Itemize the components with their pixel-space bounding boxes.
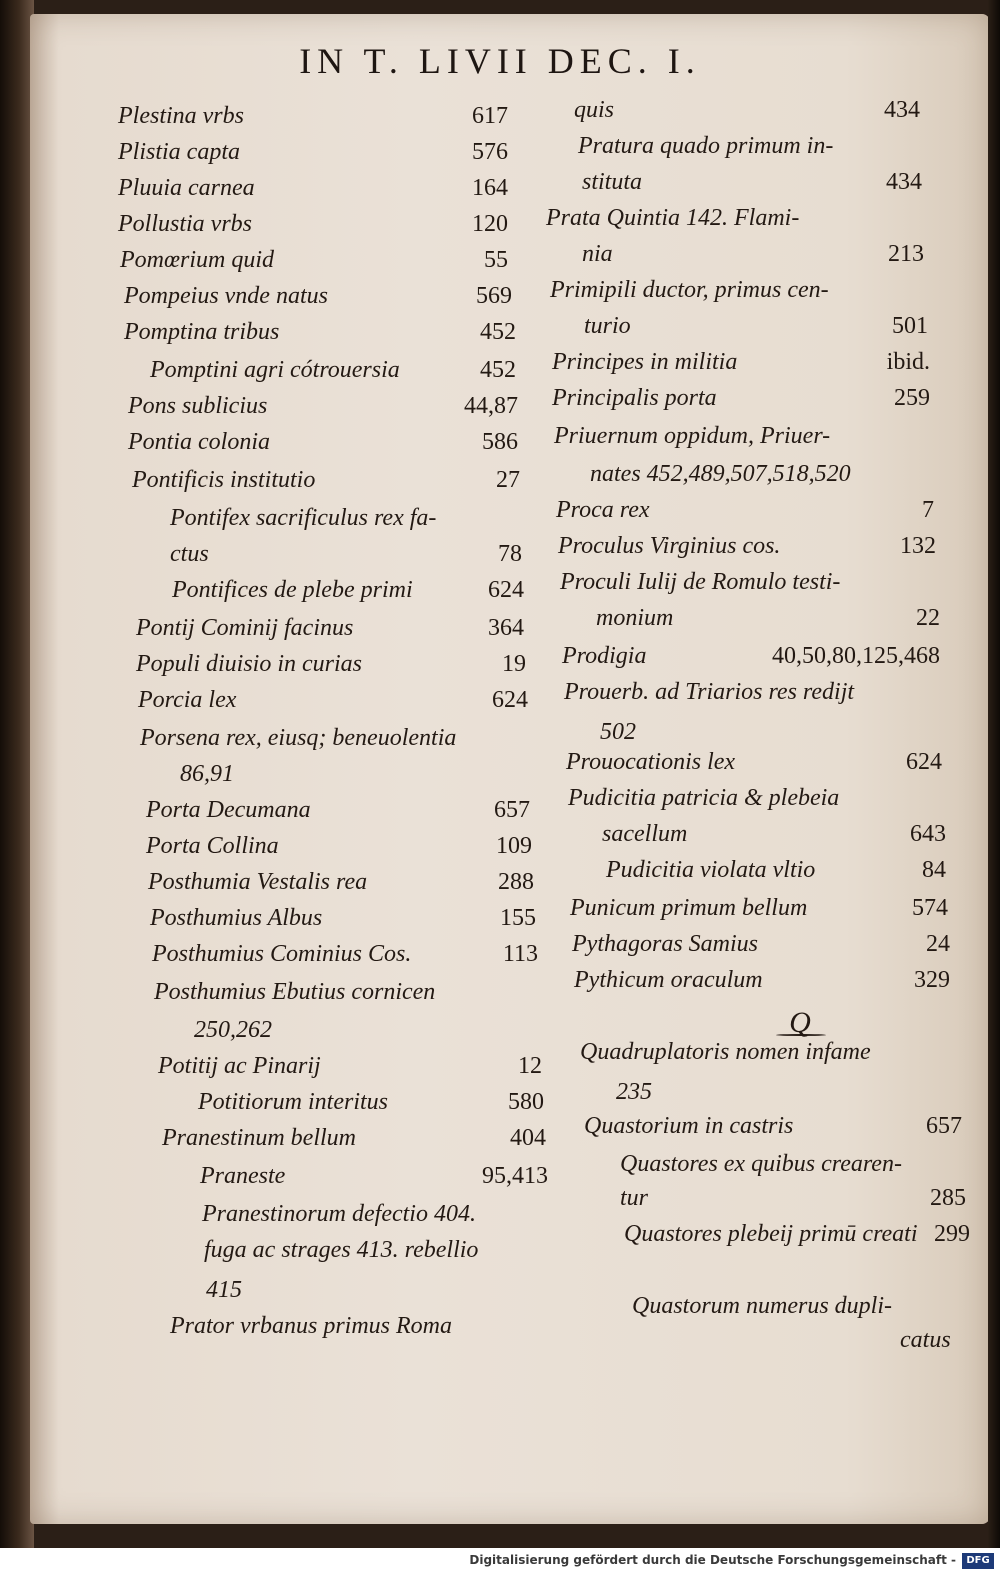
index-entry: Porta Collina 109 <box>146 833 532 859</box>
index-entry: 86,91 <box>180 761 234 787</box>
index-entry: Porsena rex, eiusq; beneuolentia <box>140 725 457 751</box>
index-entry: Pontij Cominij facinus 364 <box>136 615 524 641</box>
index-entry: Porta Decumana 657 <box>146 797 530 823</box>
index-entry: Praneste 95,413 <box>200 1163 548 1189</box>
index-entry: Quastorium in castris 657 <box>584 1113 962 1139</box>
index-entry: ctus 78 <box>170 541 522 567</box>
index-entry: Prouerb. ad Triarios res redijt <box>564 679 855 705</box>
index-entry: Pontia colonia 586 <box>128 429 518 455</box>
index-entry: monium 22 <box>596 605 940 631</box>
index-entry: Prouocationis lex 624 <box>566 749 942 775</box>
index-entry: 235 <box>616 1079 652 1105</box>
page-edge <box>988 0 1000 1576</box>
index-entry: Posthumia Vestalis rea 288 <box>148 869 534 895</box>
index-entry: Porcia lex 624 <box>138 687 528 713</box>
index-entry: catus <box>900 1327 951 1353</box>
index-entry: turio 501 <box>584 313 928 339</box>
index-entry: Quadruplatoris nomen infame <box>580 1039 871 1065</box>
index-entry: Proculus Virginius cos. 132 <box>558 533 936 559</box>
index-entry: Pomœrium quid 55 <box>120 247 508 273</box>
index-entry: 502 <box>600 719 636 745</box>
index-entry: Pomptina tribus 452 <box>124 319 516 345</box>
index-entry: nia 213 <box>582 241 924 267</box>
book-gutter <box>0 0 34 1576</box>
index-entry: 415 <box>206 1277 242 1303</box>
index-entry: Pranestinorum defectio 404. <box>202 1201 476 1227</box>
running-header: IN T. LIVII DEC. I. <box>299 41 701 81</box>
index-entry: Quastores ex quibus crearen- <box>620 1151 902 1177</box>
index-entry: Plistia capta 576 <box>118 139 508 165</box>
index-entry: stituta 434 <box>582 169 922 195</box>
index-entry: Primipili ductor, primus cen- <box>550 277 829 303</box>
digitization-footer <box>0 1548 1000 1576</box>
index-entry: Potitiorum interitus 580 <box>198 1089 544 1115</box>
index-entry: quis 434 <box>574 97 920 123</box>
index-entry: Pythicum oraculum 329 <box>574 967 950 993</box>
index-entry: Prodigia 40,50,80,125,468 <box>562 643 940 669</box>
index-entry: Quastorum numerus dupli- <box>632 1293 893 1319</box>
index-entry: Pudicitia violata vltio 84 <box>606 857 946 883</box>
index-entry: Pontificis institutio 27 <box>132 467 520 493</box>
index-entry: Prata Quintia 142. Flami- <box>546 205 800 231</box>
index-entry: Pranestinum bellum 404 <box>162 1125 546 1151</box>
index-entry: Posthumius Albus 155 <box>150 905 536 931</box>
dfg-logo-icon: DFG <box>962 1553 994 1569</box>
index-entry: Quastores plebeij primū creati 299 <box>624 1221 970 1247</box>
footer-credit: Digitalisierung gefördert durch die Deutsche Forschungsgemeinschaft - <box>469 1553 956 1567</box>
index-entry: Pythagoras Samius 24 <box>572 931 950 957</box>
index-entry: nates 452,489,507,518,520 <box>590 461 851 487</box>
index-entry: Potitij ac Pinarij 12 <box>158 1053 542 1079</box>
index-entry: Priuernum oppidum, Priuer- <box>554 423 831 449</box>
index-entry: Principes in militia ibid. <box>552 349 930 375</box>
index-entry: Pratura quado primum in- <box>578 133 834 159</box>
index-entry: fuga ac strages 413. rebellio <box>204 1237 479 1263</box>
index-entry: tur 285 <box>620 1185 966 1211</box>
index-entry: 250,262 <box>194 1017 272 1043</box>
index-entry: Punicum primum bellum 574 <box>570 895 948 921</box>
index-entry: Pons sublicius 44,87 <box>128 393 518 419</box>
index-entry: Pollustia vrbs 120 <box>118 211 508 237</box>
index-entry: Prator vrbanus primus Roma <box>170 1313 453 1339</box>
index-entry: Pomptini agri cótrouersia 452 <box>150 357 516 383</box>
index-entry: Populi diuisio in curias 19 <box>136 651 526 677</box>
index-entry: Principalis porta 259 <box>552 385 930 411</box>
index-entry: Posthumius Cominius Cos. 113 <box>152 941 538 967</box>
index-entry: Pudicitia patricia & plebeia <box>568 785 840 811</box>
index-entry: Pontifices de plebe primi 624 <box>172 577 524 603</box>
index-entry: Posthumius Ebutius cornicen <box>154 979 436 1005</box>
index-entry: Plestina vrbs 617 <box>118 103 508 129</box>
index-entry: Proculi Iulij de Romulo testi- <box>560 569 841 595</box>
index-entry: Proca rex 7 <box>556 497 934 523</box>
index-entry: Pompeius vnde natus 569 <box>124 283 512 309</box>
index-entry: sacellum 643 <box>602 821 946 847</box>
index-entry: Pluuia carnea 164 <box>118 175 508 201</box>
section-letter-q: Q <box>770 1006 830 1040</box>
index-entry: Pontifex sacrificulus rex fa- <box>170 505 437 531</box>
